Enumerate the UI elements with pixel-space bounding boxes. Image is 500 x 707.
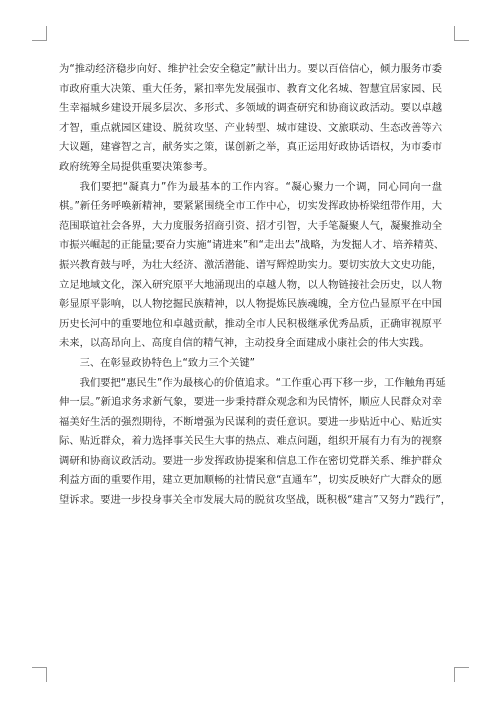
paragraph-line: 调研和协商议政活动。要进一步发挥政协提案和信息工作在密切党群关系、维护群众 (59, 454, 442, 467)
paragraph-line: 际、贴近群众，着力选择事关民生大事的热点、难点问题，组织开展有力有为的视察 (59, 435, 442, 448)
paragraph-line: 生幸福城乡建设开展多层次、多形式、多领域的调查研究和协商议政活动。要以卓越 (59, 102, 442, 115)
paragraph-line: 市振兴崛起的正能量;要奋力实施“请进来”和“走出去”战略，为发掘人才、培养精英、 (59, 239, 445, 252)
paragraph-line: 范围联谊社会各界，大力度服务招商引资、招才引智，大手笔凝聚人气，凝聚推动全 (59, 219, 442, 232)
paragraph-line: 未来，以高昂向上、高度自信的精气神，主动投身全面建成小康社会的伟大实践。 (59, 337, 430, 350)
document-body (59, 60, 452, 511)
paragraph-line: 历史长河中的重要地位和卓越贡献，推动全市人民积极继承优秀品质，正确审视原平 (59, 317, 442, 330)
paragraph-line: 振兴教育鼓与呼，为壮大经济、激活潜能、谱写辉煌助实力。要切实放大文史功能， (59, 258, 442, 271)
paragraph-1 (59, 60, 442, 178)
paragraph-line: 为“推动经济稳步向好、维护社会安全稳定”献计出力。要以百倍信心，倾力服务市委 (59, 63, 442, 75)
crop-mark-bottom-right (454, 667, 469, 682)
section-heading-text: 三、在彰显政协特色上“致力三个关键” (79, 356, 256, 369)
paragraph-3 (59, 374, 452, 511)
paragraph-line: 政府统筹全局提供重要决策参考。 (59, 160, 214, 173)
paragraph-line: 福美好生活的强烈期待，不断增强为民谋利的责任意识。要进一步贴近中心、贴近实 (59, 415, 442, 428)
paragraph-line: 我们要把“惠民生”作为最核心的价值追求。“工作重心再下移一步，工作触角再延 (79, 376, 446, 389)
paragraph-line: 利益方面的重要作用，建立更加顺畅的社情民意“直通车”，切实反映好广大群众的愿 (59, 474, 442, 487)
paragraph-line: 棋。”新任务呼唤新精神，要紧紧围绕全市工作中心，切实发挥政协桥梁纽带作用，大 (59, 200, 442, 213)
crop-mark-top-left (32, 26, 47, 41)
paragraph-line: 市政府重大决策、重大任务，紧扣率先发展强市、教育文化名城、智慧宜居家园、民 (59, 82, 442, 95)
paragraph-line: 大议题，建睿智之言，献务实之策，谋创新之举，真正运用好政协话语权，为市委市 (59, 141, 442, 154)
paragraph-line: 伸一层。”新追求务求新气象，要进一步秉持群众观念和为民情怀，顺应人民群众对幸 (59, 396, 442, 409)
paragraph-line: 彰显原平影响，以人物挖掘民族精神，以人物提炼民族魂魄，全方位凸显原平在中国 (59, 298, 442, 311)
paragraph-line: 望诉求。要进一步投身事关全市发展大局的脱贫攻坚战，既积极“建言”又努力“践行”， (59, 494, 452, 507)
section-heading (59, 354, 442, 374)
paragraph-2 (59, 178, 445, 354)
paragraph-line: 才智，重点就园区建设、脱贫攻坚、产业转型、城市建设、文旅联动、生态改善等六 (59, 121, 442, 134)
paragraph-line: 我们要把“凝真力”作为最基本的工作内容。“凝心聚力一个调，同心同向一盘 (79, 180, 442, 193)
paragraph-line: 立足地域文化，深入研究原平大地涌现出的卓越人物，以人物链接社会历史，以人物 (59, 278, 442, 291)
crop-mark-bottom-left (32, 667, 47, 682)
crop-mark-top-right (454, 26, 469, 41)
